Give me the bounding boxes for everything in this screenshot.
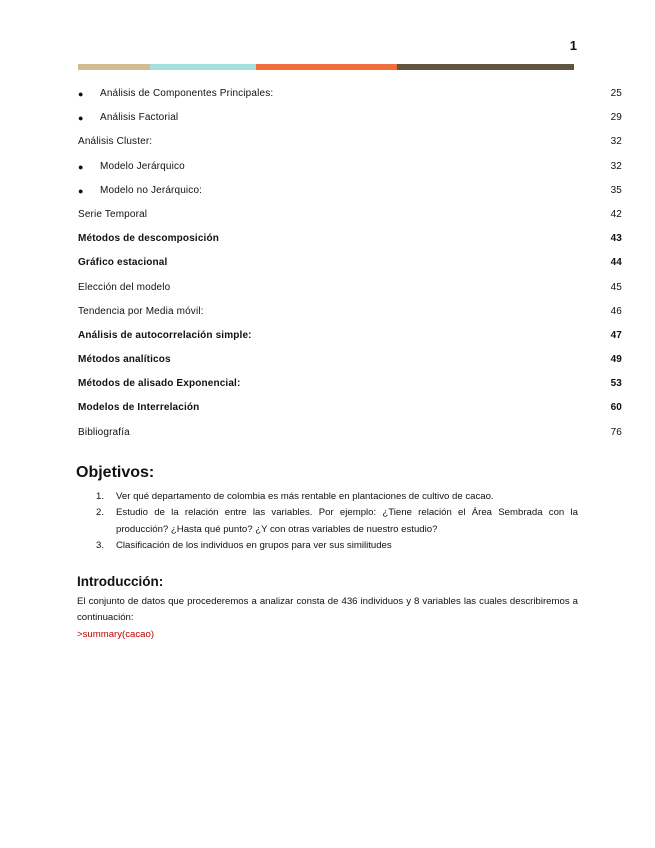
toc-entry-page: 32 xyxy=(610,136,622,148)
toc-entry-label: Bibliografía xyxy=(78,426,130,438)
objectives-list xyxy=(96,489,578,554)
objective-text: Ver qué departamento de colombia es más rentable en plantaciones de cultivo de cacao. xyxy=(116,491,494,502)
toc-entry-label: Modelo no Jerárquico: xyxy=(100,184,203,196)
toc-entry-label: Gráfico estacional xyxy=(78,257,168,269)
objective-item xyxy=(96,489,578,505)
objective-item xyxy=(96,505,578,538)
toc-entry-label: Modelo Jerárquico xyxy=(100,160,185,172)
code-line: >summary(cacao) xyxy=(77,629,155,640)
toc-entry[interactable] xyxy=(78,324,622,348)
toc-entry-label: Modelos de Interrelación xyxy=(78,402,200,414)
toc-entry-page: 53 xyxy=(610,378,622,390)
toc-entry-label: Métodos de alisado Exponencial: xyxy=(78,378,241,390)
bullet-icon: ● xyxy=(78,89,84,99)
color-bar-segment xyxy=(397,64,574,70)
objective-number: 3. xyxy=(96,539,105,551)
color-bar-segment xyxy=(150,64,256,70)
toc-entry-label: Análisis Factorial xyxy=(100,112,179,124)
toc-entry-page: 46 xyxy=(610,305,622,317)
toc-entry[interactable] xyxy=(78,155,622,179)
toc-entry[interactable] xyxy=(78,106,622,130)
color-bar-segment xyxy=(78,64,150,70)
toc-entry[interactable] xyxy=(78,276,622,300)
introduction-heading: Introducción: xyxy=(77,574,164,589)
toc-entry[interactable] xyxy=(78,300,622,324)
toc-entry-label: Métodos de descomposición xyxy=(78,233,219,245)
toc-entry[interactable] xyxy=(78,348,622,372)
toc-entry[interactable] xyxy=(78,372,622,396)
toc-entry-page: 76 xyxy=(610,426,622,438)
introduction-text: El conjunto de datos que procederemos a analizar consta de 436 individuos y 8 variables las cuales describiremos a continuación: xyxy=(77,596,578,624)
toc-entry-label: Análisis de Componentes Principales: xyxy=(100,88,274,99)
table-of-contents xyxy=(78,82,622,445)
toc-entry-label: Tendencia por Media móvil: xyxy=(78,305,204,317)
color-bar-segment xyxy=(256,64,397,70)
toc-entry[interactable] xyxy=(78,396,622,420)
toc-entry-label: Análisis de autocorrelación simple: xyxy=(78,329,252,341)
toc-entry-page: 44 xyxy=(610,257,622,269)
toc-entry[interactable] xyxy=(78,421,622,445)
bullet-icon: ● xyxy=(78,113,84,124)
toc-entry[interactable] xyxy=(78,227,622,251)
toc-entry[interactable] xyxy=(78,130,622,154)
toc-entry-label: Análisis Cluster: xyxy=(78,136,153,148)
toc-entry-page: 49 xyxy=(610,354,622,366)
toc-entry-label: Elección del modelo xyxy=(78,281,171,293)
toc-entry-label: Métodos analíticos xyxy=(78,354,171,366)
bullet-icon: ● xyxy=(78,161,84,172)
objective-text: Estudio de la relación entre las variables. Por ejemplo: ¿Tiene relación el Área Sembrada con la producción? ¿Hasta qué punto? ¿Y con otras variables de nuestro estudio? xyxy=(116,507,578,535)
bullet-icon: ● xyxy=(78,185,84,196)
toc-entry[interactable] xyxy=(78,179,622,203)
toc-entry-page: 45 xyxy=(610,281,622,293)
toc-entry[interactable] xyxy=(78,82,622,106)
objective-number: 1. xyxy=(96,491,105,502)
objective-text: Clasificación de los individuos en grupos para ver sus similitudes xyxy=(116,539,392,551)
toc-entry-page: 60 xyxy=(610,402,622,414)
toc-entry-page: 32 xyxy=(610,160,622,172)
toc-entry[interactable] xyxy=(78,203,622,227)
toc-entry-page: 47 xyxy=(610,329,622,341)
toc-entry-page: 35 xyxy=(610,184,622,196)
page-number: 1 xyxy=(569,38,577,53)
toc-entry-page: 43 xyxy=(610,233,622,245)
toc-entry-page: 29 xyxy=(610,112,622,124)
objective-item xyxy=(96,538,578,554)
toc-entry-page: 25 xyxy=(610,88,622,99)
toc-entry[interactable] xyxy=(78,251,622,275)
toc-entry-label: Serie Temporal xyxy=(78,208,148,220)
decorative-color-bar xyxy=(78,64,574,70)
objectives-heading: Objetivos: xyxy=(76,464,155,481)
objective-number: 2. xyxy=(96,507,105,519)
toc-entry-page: 42 xyxy=(610,208,622,220)
